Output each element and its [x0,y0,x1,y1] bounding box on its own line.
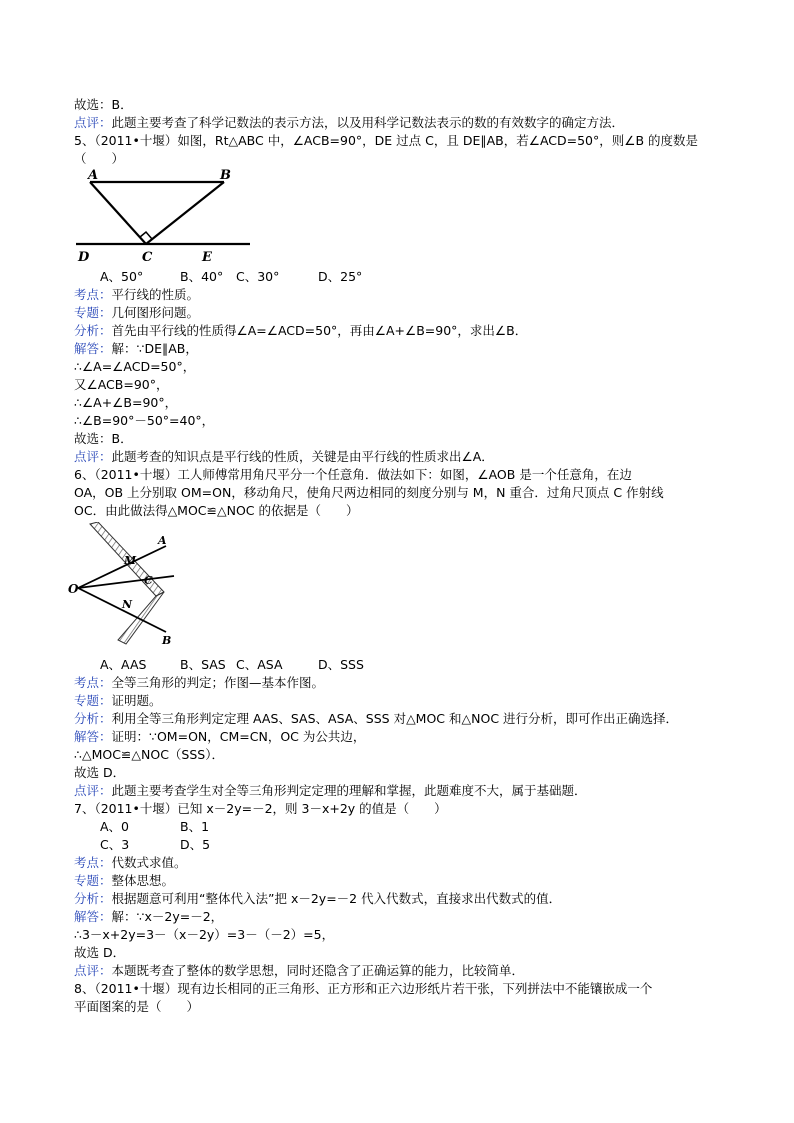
q6-step: 故选 D． [74,765,126,780]
q5-option-c: C、30° [236,269,280,284]
q8-stem-line2: 平面图案的是（ ） [74,999,200,1014]
q5-label-d: D [78,250,90,265]
q7-options-row2 [74,836,210,854]
q6-option-b: B、SAS [180,657,226,672]
comment-label: 点评： [74,115,112,130]
q5-kaodian: 考点：平行线的性质。 [74,287,200,302]
q7-stem: 7、（2011•十堰）已知 x－2y=－2，则 3－x+2y 的值是（ ） [74,801,447,816]
q6-label-o: O [68,582,79,596]
q7-option-d: D、5 [180,837,211,852]
q6-jieda: 解答：证明：∵OM=ON，CM=CN，OC 为公共边， [74,729,366,744]
q5-stem-line1: 5、（2011•十堰）如图，Rt△ABC 中，∠ACB=90°，DE 过点 C，且 DE∥AB，若∠ACD=50°，则∠B 的度数是 [74,133,699,148]
q6-step: ∴△MOC≌△NOC（SSS）． [74,747,224,762]
q5-step: ∴∠A=∠ACD=50°， [74,359,196,374]
q7-zhuanti: 专题：整体思想。 [74,873,175,888]
q6-dianping: 点评：此题主要考查学生对全等三角形判定定理的理解和掌握，此题难度不大，属于基础题． [74,783,587,798]
q5-triangle-figure [74,168,254,266]
q6-stem-line3: OC．由此做法得△MOC≌△NOC 的依据是（ ） [74,503,359,518]
q6-stem-line1: 6、（2011•十堰）工人师傅常用角尺平分一个任意角．做法如下：如图，∠AOB 是一个任意角，在边 [74,467,632,482]
q5-label-c: C [142,250,153,265]
q5-jieda: 解答：解：∵DE∥AB， [74,341,198,356]
q5-option-a: A、50° [100,269,144,284]
q6-options [74,656,364,674]
q7-fenxi: 分析：根据题意可利用“整体代入法”把 x－2y=－2 代入代数式，直接求出代数式的值． [74,891,562,906]
q6-angle-ruler-figure [68,522,188,652]
q5-stem-line2: （ ） [74,151,125,166]
q7-kaodian: 考点：代数式求值。 [74,855,187,870]
q7-step: 故选 D． [74,945,126,960]
q5-label-b: B [220,168,231,183]
q6-stem-line2: OA，OB 上分别取 OM=ON，移动角尺，使角尺两边相同的刻度分别与 M，N 重合．过角尺顶点 C 作射线 [74,485,664,500]
q5-option-d: D、25° [318,269,363,284]
q6-label-c: C [144,574,153,587]
q6-label-b: B [162,634,172,647]
q7-dianping: 点评：本题既考查了整体的数学思想，同时还隐含了正确运算的能力，比较简单． [74,963,525,978]
comment-text: 此题主要考查了科学记数法的表示方法，以及用科学记数法表示的数的有效数字的确定方法． [111,115,625,130]
q5-fenxi: 分析：首先由平行线的性质得∠A=∠ACD=50°，再由∠A+∠B=90°，求出∠B． [74,323,528,338]
q5-options [74,268,362,286]
q6-option-c: C、ASA [236,657,283,672]
q5-step: 故选：B． [74,431,133,446]
q5-label-a: A [88,168,99,183]
q5-label-e: E [202,250,212,265]
q6-label-a: A [158,534,167,547]
q6-kaodian: 考点：全等三角形的判定；作图—基本作图。 [74,675,325,690]
q6-label-m: M [124,554,137,567]
q6-option-d: D、SSS [318,657,364,672]
q6-option-a: A、AAS [100,657,147,672]
q7-option-b: B、1 [180,819,210,834]
q4-answer: 故选：B． [74,97,133,112]
q5-step: ∴∠B=90°－50°=40°， [74,413,215,428]
q5-dianping: 点评：此题考查的知识点是平行线的性质，关键是由平行线的性质求出∠A． [74,449,494,464]
q5-option-b: B、40° [180,269,224,284]
q7-options-row1 [74,818,209,836]
q7-jieda: 解答：解：∵x－2y=－2， [74,909,224,924]
q6-label-n: N [122,598,133,611]
q6-zhuanti: 专题：证明题。 [74,693,162,708]
q7-option-c: C、3 [100,837,130,852]
q6-fenxi: 分析：利用全等三角形判定定理 AAS、SAS、ASA、SSS 对△MOC 和△NOC 进行分析，即可作出正确选择． [74,711,679,726]
q7-option-a: A、0 [100,819,130,834]
q5-zhuanti: 专题：几何图形问题。 [74,305,200,320]
q7-step: ∴3－x+2y=3－（x－2y）=3－（－2）=5， [74,927,335,942]
q5-step: ∴∠A+∠B=90°， [74,395,178,410]
q8-stem-line1: 8、（2011•十堰）现有边长相同的正三角形、正方形和正六边形纸片若干张，下列拼法中不能镶嵌成一个 [74,981,653,996]
q5-step: 又∠ACB=90°， [74,377,169,392]
q4-comment [74,114,624,132]
